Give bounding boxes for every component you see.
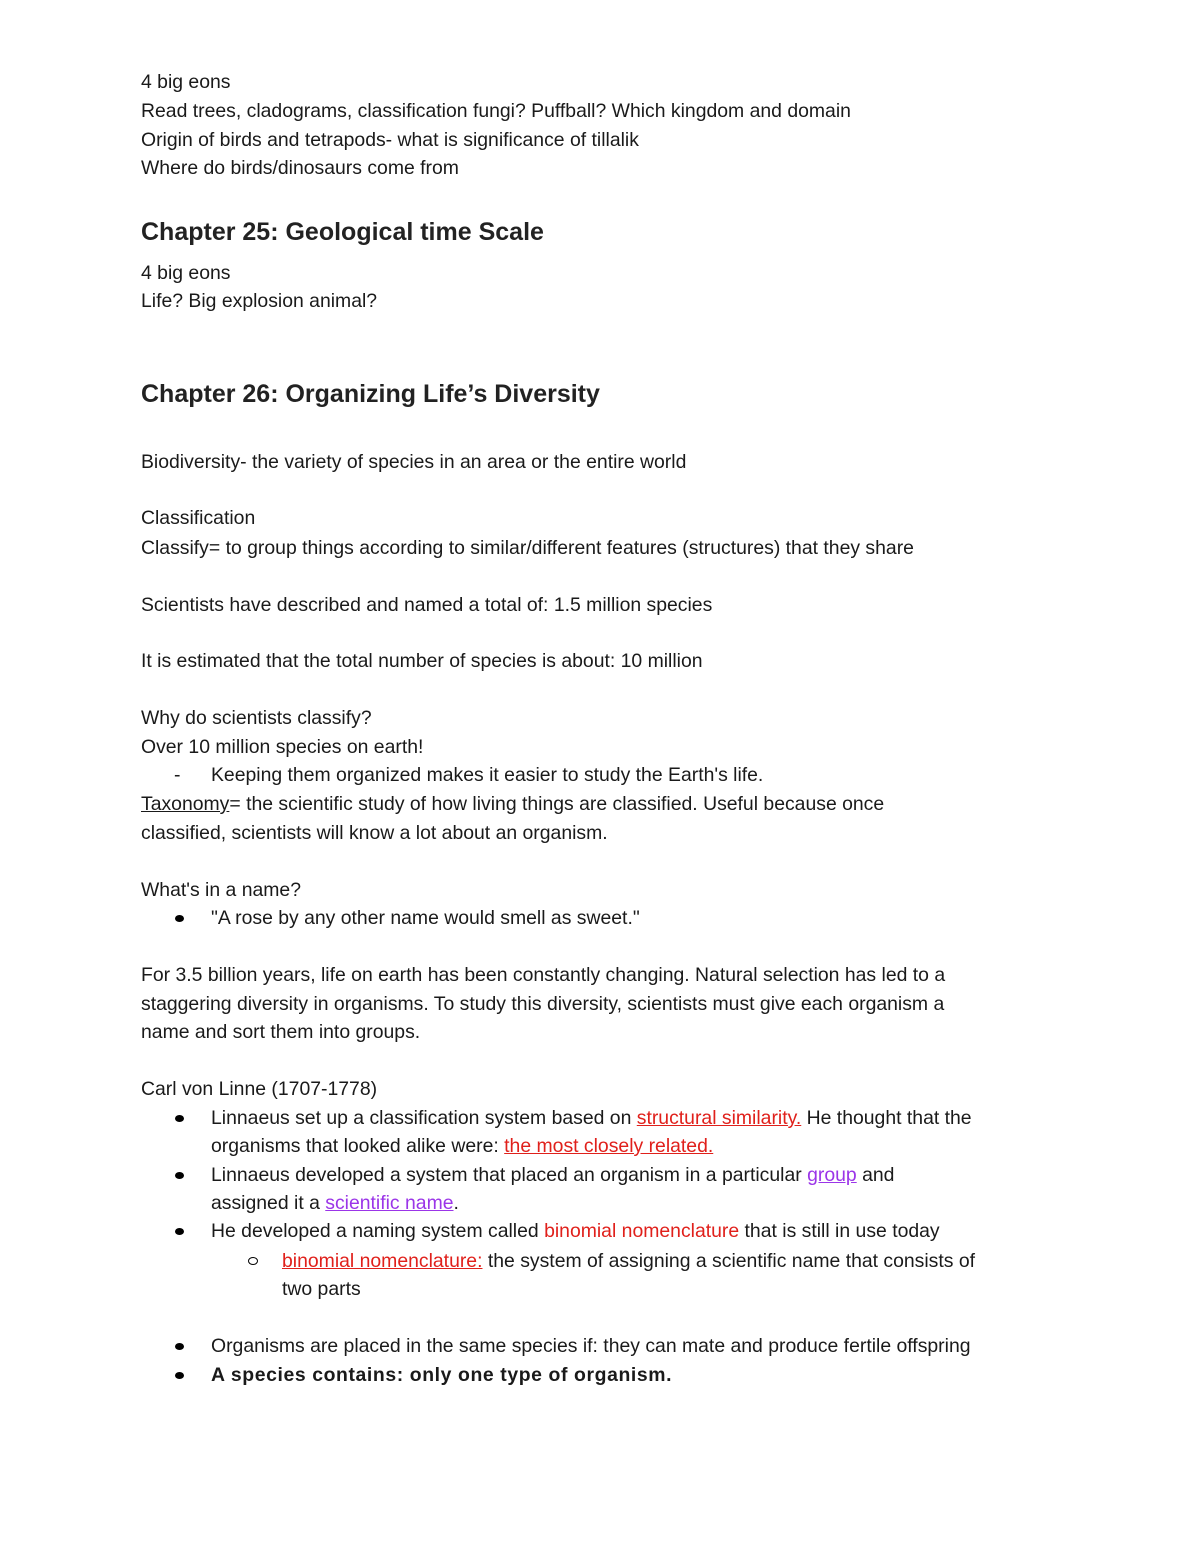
ch25-line-2: Life? Big explosion animal?: [141, 290, 378, 312]
intro-line-2: Read trees, cladograms, classification fungi? Puffball? Which kingdom and domain: [141, 100, 851, 122]
dash-marker: -: [174, 764, 181, 786]
b1-text-b: He thought that the: [801, 1107, 972, 1129]
bullet-icon: [175, 1372, 184, 1379]
sub-bullet-binomial-cont: [141, 1275, 361, 1304]
species-bullet-1: [141, 1332, 971, 1361]
bullet-icon: [175, 1343, 184, 1350]
b3-binomial-nomenclature: binomial nomenclature: [544, 1220, 740, 1242]
classify-definition: Classify= to group things according to similar/different features (structures) that they share: [141, 537, 914, 559]
paragraph-line-1: For 3.5 billion years, life on earth has been constantly changing. Natural selection has led to a: [141, 964, 946, 986]
keeping-organized-text: Keeping them organized makes it easier to study the Earth's life.: [211, 764, 764, 786]
bullet-icon: [175, 1172, 184, 1179]
carl-von-linne: Carl von Linne (1707-1778): [141, 1078, 378, 1100]
bullet-icon: [175, 1228, 184, 1235]
bullet-icon: [175, 915, 184, 922]
chapter-26-heading: Chapter 26: Organizing Life’s Diversity: [141, 380, 600, 408]
linnaeus-bullet-3: [141, 1217, 940, 1246]
b3-text-b: that is still in use today: [739, 1220, 940, 1242]
species-bullet-2: [141, 1361, 672, 1390]
b2-text-c: assigned it a: [211, 1192, 326, 1214]
b3-text-a: He developed a naming system called: [211, 1220, 545, 1242]
linnaeus-bullet-2-cont: [141, 1189, 459, 1218]
sub-binomial-term: binomial nomenclature:: [282, 1250, 483, 1272]
rose-quote: "A rose by any other name would smell as sweet.": [211, 907, 640, 929]
sub-two-parts: two parts: [282, 1278, 361, 1300]
chapter-25-heading: Chapter 25: Geological time Scale: [141, 218, 544, 246]
linnaeus-bullet-1-cont: [141, 1132, 713, 1161]
b2-period: .: [453, 1192, 459, 1214]
intro-line-3: Origin of birds and tetrapods- what is significance of tillalik: [141, 129, 639, 151]
over-ten-million: Over 10 million species on earth!: [141, 736, 424, 758]
taxonomy-line: [141, 790, 884, 819]
dash-list-item: [141, 761, 763, 790]
bullet-icon: [175, 1115, 184, 1122]
b2-text-b: and: [856, 1164, 895, 1186]
hollow-bullet-icon: [248, 1257, 258, 1265]
sub-bullet-binomial: [141, 1247, 975, 1276]
b1-text-a: Linnaeus set up a classification system based on: [211, 1107, 637, 1129]
b2-text-a: Linnaeus developed a system that placed an organism in a particular: [211, 1164, 808, 1186]
why-classify: Why do scientists classify?: [141, 707, 372, 729]
taxonomy-term: Taxonomy: [141, 793, 230, 815]
linnaeus-bullet-1: [141, 1104, 972, 1133]
same-species-text: Organisms are placed in the same species if: they can mate and produce fertile offspring: [211, 1335, 971, 1357]
ch25-line-1: 4 big eons: [141, 262, 231, 284]
sub-definition: the system of assigning a scientific name that consists of: [482, 1250, 976, 1272]
classification-label: Classification: [141, 507, 256, 529]
paragraph-line-2: staggering diversity in organisms. To study this diversity, scientists must give each organism a: [141, 993, 945, 1015]
b1-most-closely-related: the most closely related.: [504, 1135, 714, 1157]
biodiversity-line: Biodiversity- the variety of species in an area or the entire world: [141, 451, 687, 473]
intro-line-4: Where do birds/dinosaurs come from: [141, 157, 459, 179]
b2-group: group: [807, 1164, 857, 1186]
whats-in-a-name: What's in a name?: [141, 879, 301, 901]
species-contains-text: A species contains: only one type of organism.: [211, 1364, 673, 1386]
estimated-species: It is estimated that the total number of species is about: 10 million: [141, 650, 703, 672]
b1-structural-similarity: structural similarity.: [636, 1107, 802, 1129]
described-species: Scientists have described and named a total of: 1.5 million species: [141, 594, 713, 616]
rose-list-item: [141, 904, 640, 933]
linnaeus-bullet-2: [141, 1161, 894, 1190]
taxonomy-continuation: classified, scientists will know a lot about an organism.: [141, 822, 608, 844]
intro-line-1: 4 big eons: [141, 71, 231, 93]
b2-scientific-name: scientific name: [325, 1192, 454, 1214]
b1-text-c: organisms that looked alike were:: [211, 1135, 505, 1157]
taxonomy-definition: = the scientific study of how living things are classified. Useful because once: [229, 793, 885, 815]
paragraph-line-3: name and sort them into groups.: [141, 1021, 421, 1043]
